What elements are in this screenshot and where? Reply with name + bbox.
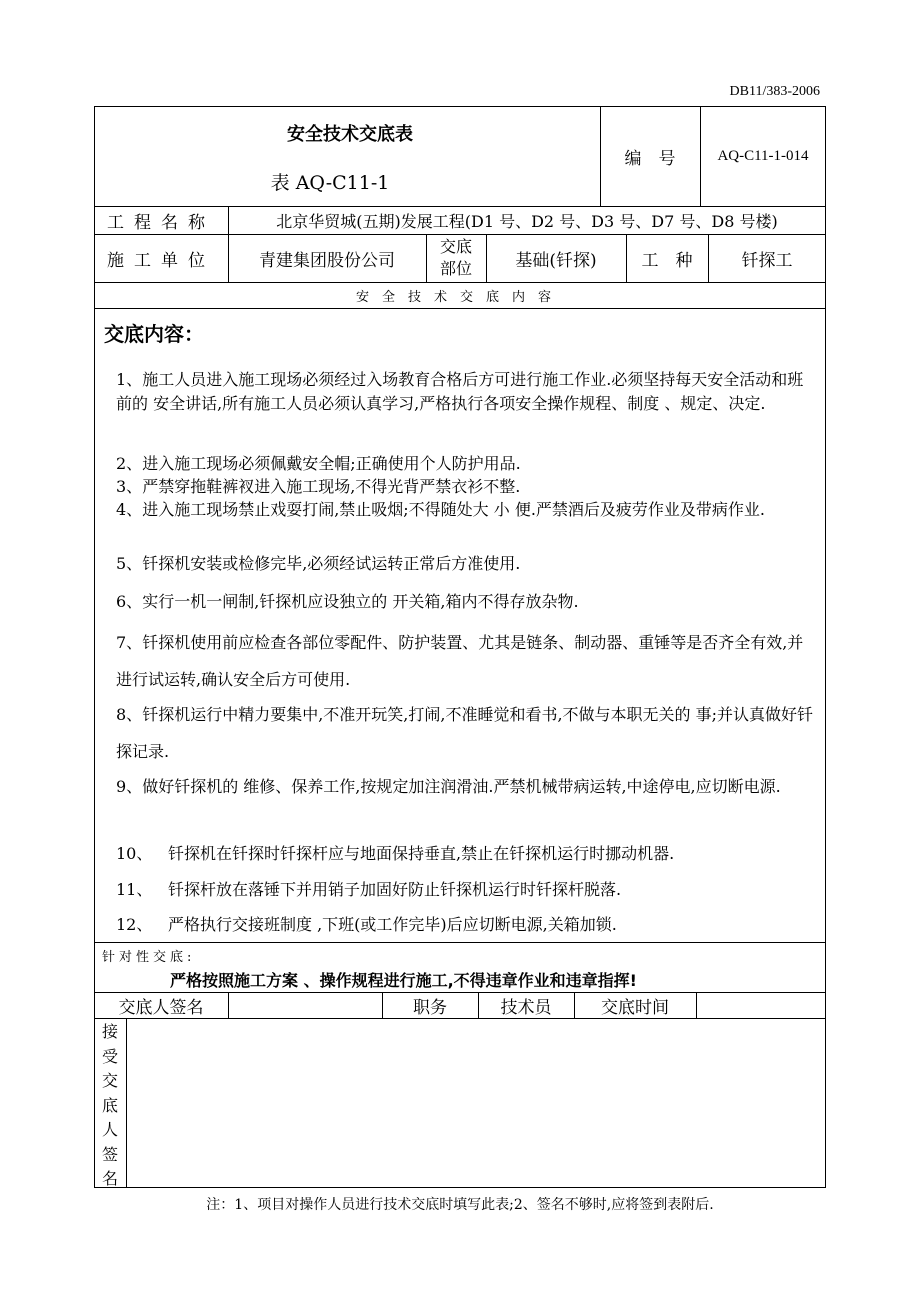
part-value: 基础(钎探) [515, 250, 597, 271]
receiver-char: 名 [101, 1169, 118, 1188]
item-number: 5、 [116, 554, 143, 573]
list-item [116, 452, 816, 476]
time-label: 交底时间 [601, 997, 669, 1018]
number-label: 编 号 [624, 148, 676, 169]
receiver-char: 接 [101, 1022, 118, 1041]
row-line [94, 308, 826, 309]
item-number: 9、 [116, 777, 143, 796]
form-title: 安全技术交底表 [287, 124, 413, 145]
item-text: 钎探杆放在落锤下并用销子加固好防止钎探机运行时钎探杆脱落. [168, 880, 622, 899]
receiver-char: 受 [101, 1046, 118, 1066]
item-number: 2、 [116, 454, 143, 473]
part-label [426, 236, 486, 280]
position-value: 技术员 [500, 997, 552, 1018]
item-text: 严禁穿拖鞋裤衩进入施工现场,不得光背严禁衣衫不整. [142, 477, 521, 496]
item-text: 钎探机在钎探时钎探杆应与地面保持垂直,禁止在钎探机运行时挪动机器. [168, 844, 675, 863]
project-value: 北京华贸城(五期)发展工程(D1 号、D2 号、D3 号、D7 号、D8 号楼) [276, 211, 778, 231]
receiver-char: 签 [101, 1144, 118, 1164]
number-value: AQ-C11-1-014 [717, 147, 809, 164]
col-line [126, 1018, 127, 1188]
unit-value: 青建集团股份公司 [259, 250, 395, 271]
receiver-char: 底 [101, 1095, 118, 1115]
list-item [116, 696, 816, 770]
item-text: 施工人员进入施工现场必须经过入场教育合格后方可进行施工作业.必须坚持每天安全活动和班前的 安全讲话,所有施工人员必须认真学习,严格执行各项安全操作规程、制度 、规定、决定. [116, 370, 804, 413]
receiver-char: 人 [101, 1120, 118, 1139]
footnote: 注：1、项目对操作人员进行技术交底时填写此表;2、签名不够时,应将签到表附后. [206, 1197, 714, 1213]
receiver-char: 交 [101, 1071, 118, 1090]
row-line [94, 1018, 826, 1019]
form-subtitle: 表 AQ-C11-1 [270, 171, 390, 194]
trade-label: 工 种 [641, 250, 693, 271]
item-number: 3、 [116, 477, 143, 496]
item-number: 6、 [116, 592, 143, 611]
list-item [116, 768, 816, 805]
col-line [228, 992, 229, 1018]
item-number: 10、 [116, 844, 153, 863]
content-heading: 交底内容： [104, 322, 204, 346]
item-number: 7、 [116, 633, 143, 652]
list-item [116, 590, 816, 614]
item-number: 12、 [116, 915, 153, 934]
list-item [116, 552, 816, 576]
item-text: 做好钎探机的 维修、保养工作,按规定加注润滑油.严禁机械带病运转,中途停电,应切断电源. [142, 777, 781, 796]
item-text: 钎探机运行中精力要集中,不准开玩笑,打闹,不准睡觉和看书,不做与本职无关的 事;并认真做好钎探记录. [116, 705, 814, 761]
row-line [94, 942, 826, 943]
list-item [116, 498, 816, 522]
item-text: 钎探机使用前应检查各部位零配件、防护装置、尤其是链条、制动器、重锤等是否齐全有效,并进行试运转,确认安全后方可使用. [116, 633, 804, 689]
list-item [116, 913, 816, 937]
position-label: 职务 [413, 997, 447, 1018]
targeted-text: 严格按照施工方案 、操作规程进行施工,不得违章作业和违章指挥! [170, 971, 637, 990]
list-item [116, 624, 816, 698]
list-item [116, 878, 816, 902]
item-text: 进入施工现场必须佩戴安全帽;正确使用个人防护用品. [142, 454, 521, 473]
unit-label: 施工单位 [107, 250, 215, 271]
receiver-label [97, 1020, 123, 1192]
part-label-line-1: 交底 [439, 237, 472, 256]
targeted-label: 针对性交底: [102, 950, 196, 965]
list-item [116, 475, 816, 499]
item-number: 4、 [116, 500, 143, 519]
trade-value: 钎探工 [741, 250, 793, 271]
item-text: 钎探机安装或检修完毕,必须经试运转正常后方准使用. [142, 554, 521, 573]
col-line [696, 992, 697, 1018]
list-item [116, 842, 816, 866]
item-text: 实行一机一闸制,钎探机应设独立的 开关箱,箱内不得存放杂物. [142, 592, 579, 611]
item-text: 进入施工现场禁止戏耍打闹,禁止吸烟;不得随处大 小 便.严禁酒后及疲劳作业及带病作业. [142, 500, 766, 519]
part-label-line-2: 部位 [439, 259, 472, 278]
section-header: 安全技术交底内容 [355, 289, 564, 305]
item-number: 8、 [116, 705, 143, 724]
item-text: 严格执行交接班制度 ,下班(或工作完毕)后应切断电源,关箱加锁. [168, 915, 617, 934]
item-number: 1、 [116, 370, 143, 389]
standard-code: DB11/383-2006 [729, 84, 820, 99]
item-number: 11、 [116, 880, 153, 899]
list-item [116, 368, 816, 416]
signer-label: 交底人签名 [118, 997, 204, 1018]
project-label: 工程名称 [107, 212, 215, 233]
